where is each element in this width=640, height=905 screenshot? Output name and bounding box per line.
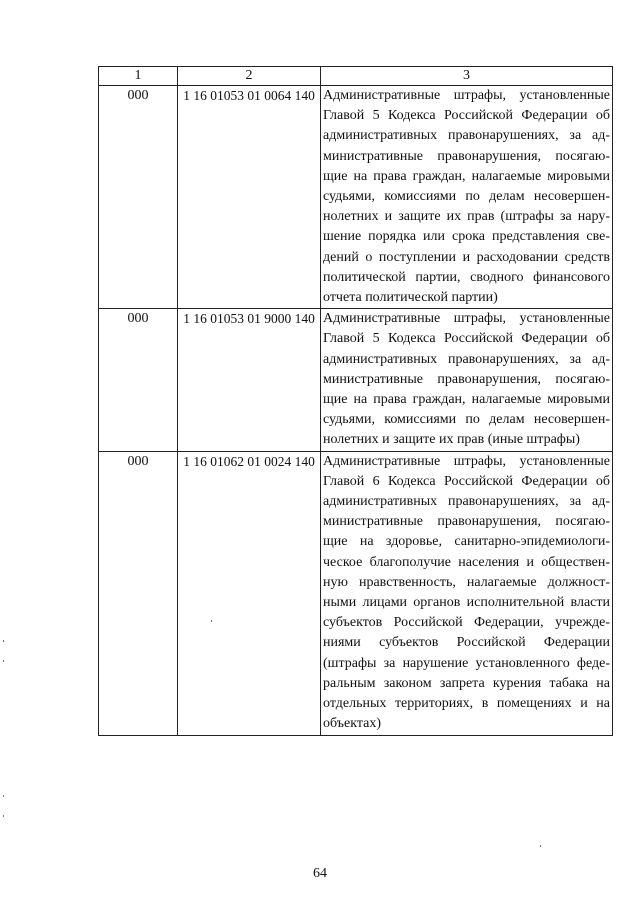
- table-row: [99, 309, 613, 451]
- scan-speck: [3, 815, 4, 817]
- kbk-code-cell: 1 16 01053 01 9000 140: [178, 309, 321, 451]
- table-row: [99, 451, 613, 735]
- scan-speck: [3, 660, 4, 662]
- description-line: шение порядка или срока представления све-: [323, 229, 610, 245]
- admin-code-cell: 000: [99, 309, 178, 451]
- header-col-3: 3: [321, 67, 613, 86]
- description-line: щие на права граждан, налагаемые мировыми: [323, 392, 610, 408]
- description-line: Административные штрафы, установленные: [323, 453, 610, 469]
- description-line: судьями, комиссиями по делам несовершен-: [323, 189, 610, 205]
- description-line: ральным законом запрета курения табака на: [323, 675, 610, 691]
- description-line: Административные штрафы, установленные: [323, 311, 610, 327]
- scan-speck: [540, 845, 541, 847]
- description-line: отдельных территориях, в помещениях и на: [323, 696, 610, 712]
- description-line: ческое благополучие населения и обществен-: [323, 554, 610, 570]
- description-line: административных правонарушениях, за ад-: [323, 128, 610, 144]
- description-line: щие на права граждан, налагаемые мировыми: [323, 168, 610, 184]
- description-line: административных правонарушениях, за ад-: [323, 494, 610, 510]
- description-line: Главой 6 Кодекса Российской Федерации об: [323, 473, 610, 489]
- scan-speck: [211, 620, 212, 622]
- description-line: отчета политической партии): [323, 290, 498, 306]
- page-number: 64: [313, 866, 327, 881]
- description-line: политической партии, сводного финансового: [323, 269, 610, 285]
- description-line: Главой 5 Кодекса Российской Федерации об: [323, 331, 610, 347]
- table-header-row: [99, 67, 613, 86]
- description-line: щие на здоровье, санитарно-эпидемиологи-: [323, 534, 610, 550]
- kbk-code-cell: 1 16 01062 01 0024 140: [178, 451, 321, 735]
- table-body: [99, 86, 613, 736]
- admin-code-cell: 000: [99, 86, 178, 309]
- description-line: дений о поступлении и расходовании средств: [323, 249, 610, 265]
- description-cell: [321, 451, 613, 735]
- description-line: ными лицами органов исполнительной власти: [323, 595, 610, 611]
- description-line: (штрафы за нарушение установленного феде-: [323, 655, 610, 671]
- header-col-2: 2: [178, 67, 321, 86]
- description-line: министративные правонарушения, посягаю-: [323, 514, 610, 530]
- budget-classification-table: [98, 66, 613, 736]
- description-line: субъектов Российской Федерации, учрежде-: [323, 615, 610, 631]
- kbk-code-cell: 1 16 01053 01 0064 140: [178, 86, 321, 309]
- description-cell: [321, 86, 613, 309]
- description-line: министративные правонарушения, посягаю-: [323, 371, 610, 387]
- scan-speck: [3, 640, 4, 642]
- table-header: [99, 67, 613, 86]
- description-line: ниями субъектов Российской Федерации: [323, 635, 610, 651]
- description-line: нолетних и защите их прав (штрафы за нару-: [323, 209, 610, 225]
- description-line: Административные штрафы, установленные: [323, 88, 610, 103]
- scan-speck: [3, 795, 4, 797]
- description-line: ную нравственность, налагаемые должност-: [323, 574, 610, 590]
- description-line: нолетних и защите их прав (иные штрафы): [323, 432, 580, 448]
- description-line: объектах): [323, 716, 382, 732]
- admin-code-cell: 000: [99, 451, 178, 735]
- description-line: Главой 5 Кодекса Российской Федерации об: [323, 108, 610, 124]
- description-line: судьями, комиссиями по делам несовершен-: [323, 412, 610, 428]
- description-line: административных правонарушениях, за ад-: [323, 351, 610, 367]
- table-row: [99, 86, 613, 309]
- description-cell: [321, 309, 613, 451]
- header-col-1: 1: [99, 67, 178, 86]
- description-line: министративные правонарушения, посягаю-: [323, 148, 610, 164]
